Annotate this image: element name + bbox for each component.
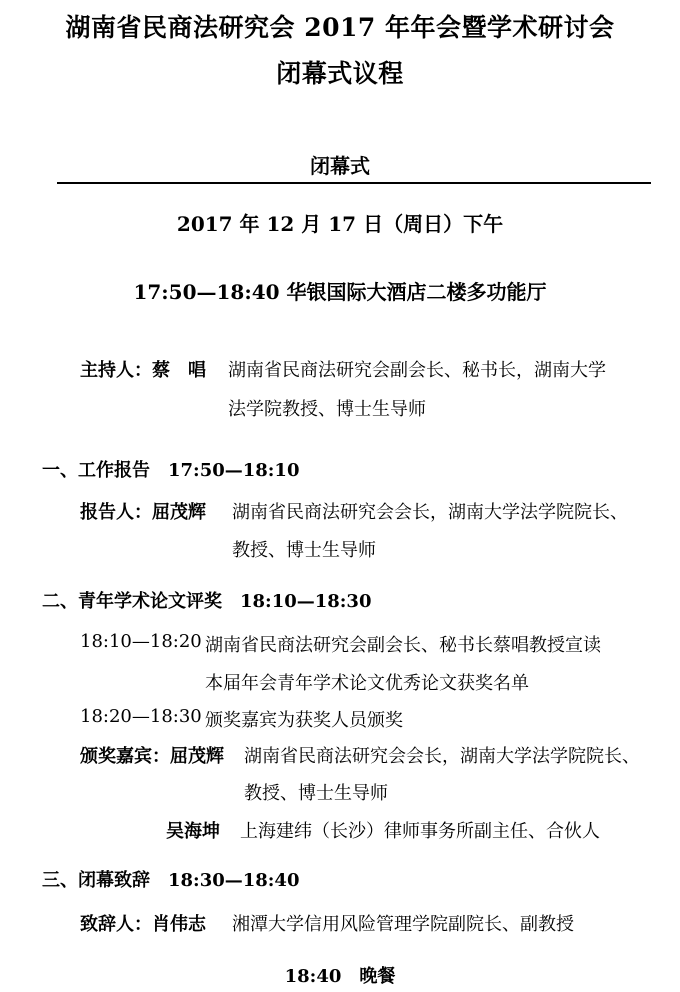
host-desc-line2: 法学院教授、博士生导师 xyxy=(228,399,426,420)
item-1-time: 18:10—18:20 xyxy=(80,631,202,652)
session-date: 2017 年 12 月 17 日（周日）下午 xyxy=(176,212,504,236)
award-guest-label: 颁奖嘉宾：屈茂辉 xyxy=(80,746,224,767)
host-label: 主持人：蔡 唱 xyxy=(80,360,206,381)
divider-line xyxy=(57,182,651,184)
speaker-desc: 湘潭大学信用风险管理学院副院长、副教授 xyxy=(232,914,574,935)
session-name: 闭幕式 xyxy=(310,154,370,178)
section-1-heading: 一、工作报告 17:50—18:10 xyxy=(42,460,300,481)
section-3-heading: 三、闭幕致辞 18:30—18:40 xyxy=(42,870,300,891)
award-guest-1-line2: 教授、博士生导师 xyxy=(244,783,388,804)
dinner-line: 18:40 晚餐 xyxy=(284,966,396,987)
speaker-label: 致辞人：肖伟志 xyxy=(80,914,206,935)
item-2-time: 18:20—18:30 xyxy=(80,706,202,727)
session-time-venue: 17:50—18:40 华银国际大酒店二楼多功能厅 xyxy=(133,280,547,304)
item-1-line1: 湖南省民商法研究会副会长、秘书长蔡唱教授宣读 xyxy=(205,635,601,656)
host-desc-line1: 湖南省民商法研究会副会长、秘书长，湖南大学 xyxy=(228,360,606,381)
award-guest-2-desc: 上海建纬（长沙）律师事务所副主任、合伙人 xyxy=(240,821,600,842)
item-1-line2: 本届年会青年学术论文优秀论文获奖名单 xyxy=(205,673,529,694)
section-2-heading: 二、青年学术论文评奖 18:10—18:30 xyxy=(42,591,372,612)
reporter-label: 报告人：屈茂辉 xyxy=(80,502,206,523)
item-2-text: 颁奖嘉宾为获奖人员颁奖 xyxy=(205,710,403,731)
award-guest-1-line1: 湖南省民商法研究会会长，湖南大学法学院院长、 xyxy=(244,746,640,767)
document-title: 湖南省民商法研究会 2017 年年会暨学术研讨会 xyxy=(65,13,615,42)
reporter-desc-line2: 教授、博士生导师 xyxy=(232,540,376,561)
award-guest-2-name: 吴海坤 xyxy=(166,821,220,842)
document-subtitle: 闭幕式议程 xyxy=(276,59,404,88)
reporter-desc-line1: 湖南省民商法研究会会长，湖南大学法学院院长、 xyxy=(232,502,628,523)
